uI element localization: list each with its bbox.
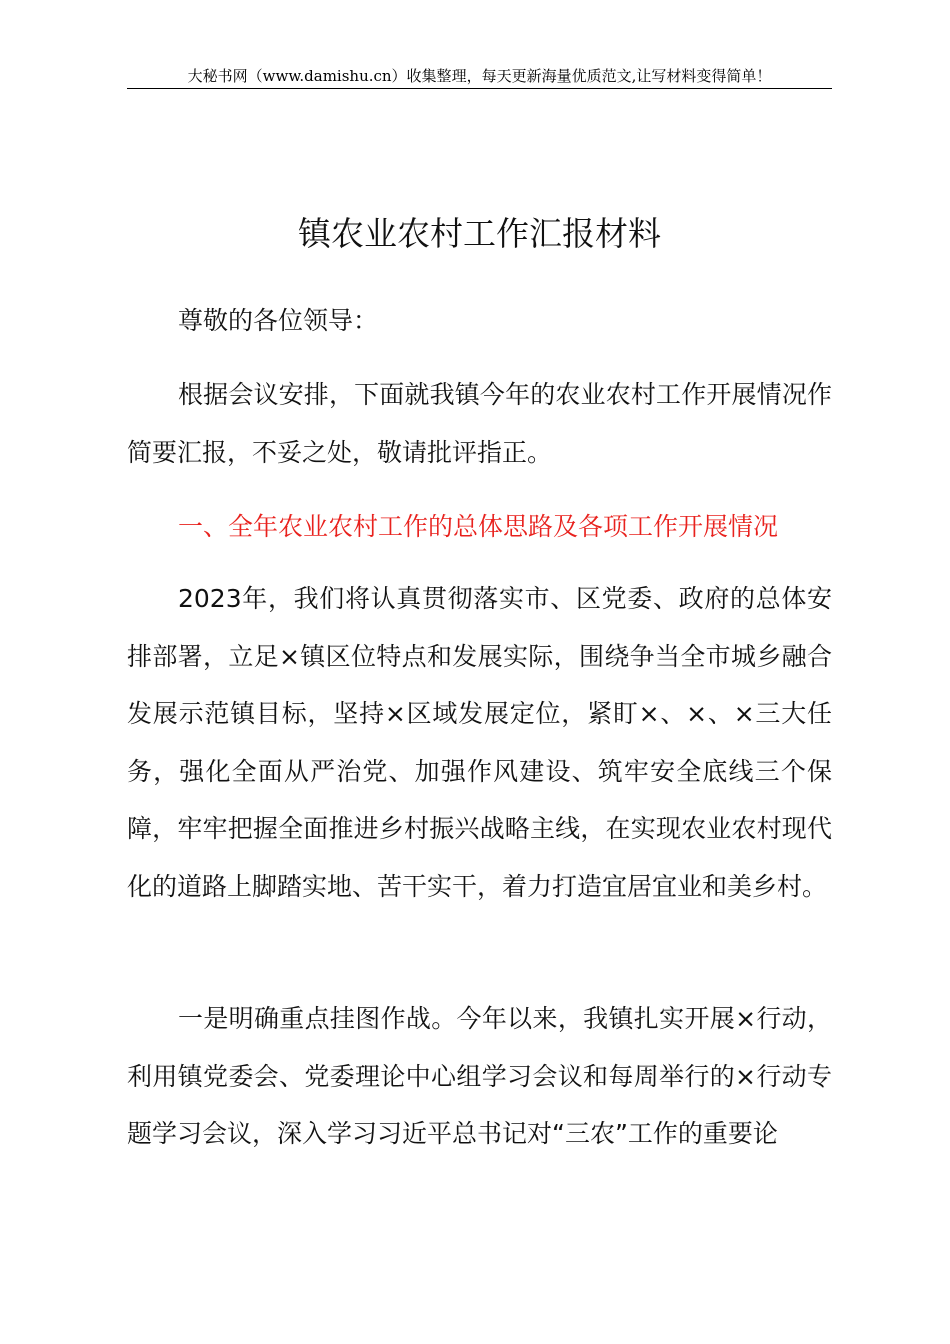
page-header-text: 大秘书网（www.damishu.cn）收集整理，每天更新海量优质范文,让写材料变得简单！ bbox=[187, 67, 772, 85]
salutation: 尊敬的各位领导： bbox=[178, 306, 379, 335]
paragraph-point-one: 一是明确重点挂图作战。今年以来，我镇扎实开展×行动，利用镇党委会、党委理论中心组学习会议和每周举行的×行动专题学习会议，深入学习习近平总书记对“三农”工作的重要论 bbox=[127, 1004, 832, 1148]
document-title: 镇农业农村工作汇报材料 bbox=[298, 214, 661, 253]
paragraph-overview: 2023年，我们将认真贯彻落实市、区党委、政府的总体安排部署，立足×镇区位特点和发展实际，围绕争当全市城乡融合发展示范镇目标，坚持×区域发展定位，紧盯×、×、×三大任务，强化全面从严治党、加强作风建设、筑牢安全底线三个保障，牢牢把握全面推进乡村振兴战略主线，在实现农业农村现代化的道路上脚踏实地、苦干实干，着力打造宜居宜业和美乡村。 bbox=[127, 584, 832, 901]
section-heading: 一、全年农业农村工作的总体思路及各项工作开展情况 bbox=[178, 512, 779, 541]
header-divider bbox=[127, 88, 832, 89]
paragraph-intro: 根据会议安排，下面就我镇今年的农业农村工作开展情况作简要汇报，不妥之处，敬请批评指正。 bbox=[127, 380, 832, 467]
